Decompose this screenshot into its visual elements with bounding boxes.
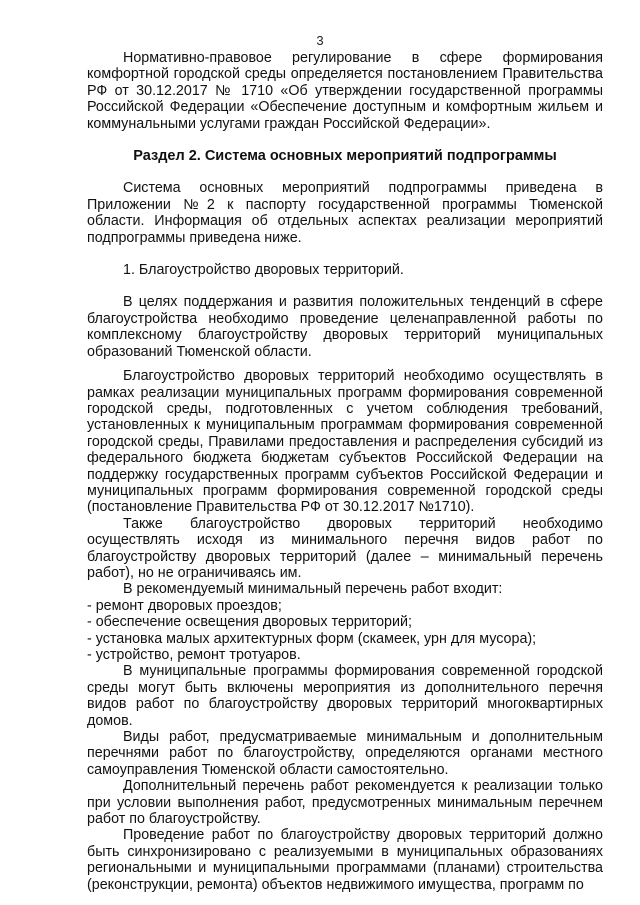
page-number: 3	[316, 33, 324, 48]
list-item: - установка малых архитектурных форм (скамеек, урн для мусора);	[87, 630, 537, 647]
paragraph-8: Проведение работ по благоустройству дворовых территорий должно быть синхронизировано с реализуемыми в муниципальных образованиях региональными и муниципальными программами (планами) строительства (реконструкции, ремонта) объектов недвижимого имущества, программ по	[87, 827, 603, 893]
paragraph-6: Виды работ, предусматриваемые минимальным и дополнительным перечнями работ по благоустройству, определяются органами местного самоуправления Тюменской области самостоятельно.	[87, 729, 603, 778]
paragraph-regulation: Нормативно-правовое регулирование в сфере формирования комфортной городской среды определяется постановлением Правительства РФ от 30.12.2017 № 1710 «Об утверждении государственной программы Российской Федерации «Обеспечение доступным и комфортным жильем и коммунальными услугами граждан Российской Федерации».	[87, 50, 603, 132]
paragraph-4: В рекомендуемый минимальный перечень работ входит:	[123, 581, 503, 598]
section-heading: Раздел 2. Система основных мероприятий подпрограммы	[133, 148, 557, 165]
list-item: - обеспечение освещения дворовых территорий;	[87, 614, 412, 631]
minimal-works-list	[87, 598, 603, 664]
paragraph-1: В целях поддержания и развития положительных тенденций в сфере благоустройства необходимо проведение целенаправленной работы по комплексному благоустройству дворовых территорий муниципальных образований Тюменской области.	[87, 294, 603, 360]
paragraph-5: В муниципальные программы формирования современной городской среды могут быть включены мероприятия из дополнительного перечня видов работ по благоустройству дворовых территорий многоквартирных домов.	[87, 663, 603, 729]
list-item: - устройство, ремонт тротуаров.	[87, 647, 301, 663]
paragraph-section-intro: Система основных мероприятий подпрограммы приведена в Приложении №2 к паспорту государственной программы Тюменской области. Информация об отдельных аспектах реализации мероприятий подпрограммы приведена ниже.	[87, 180, 603, 246]
paragraph-3: Также благоустройство дворовых территорий необходимо осуществлять исходя из минимального перечня видов работ по благоустройству дворовых территорий (далее – минимальный перечень работ), но не ограничиваясь им.	[87, 515, 603, 581]
paragraph-2: Благоустройство дворовых территорий необходимо осуществлять в рамках реализации муниципальных программ формирования современной городской среды, подготовленных с учетом соблюдения требований, установленных к муниципальным программам формирования современной городской среды, Правилами предоставления и распределения субсидий из федерального бюджета бюджетам субъектов Российской Федерации на поддержку государственных программ субъектов Российской Федерации и муниципальных программ формирования современной городской среды (постановление Правительства РФ от 30.12.2017 №1710).	[87, 368, 603, 516]
item-heading: 1. Благоустройство дворовых территорий.	[123, 262, 404, 279]
document-body	[87, 50, 603, 893]
paragraph-7: Дополнительный перечень работ рекомендуется к реализации только при условии выполнения работ, предусмотренных минимальным перечнем работ по благоустройству.	[87, 778, 603, 828]
list-item: - ремонт дворовых проездов;	[87, 597, 282, 614]
